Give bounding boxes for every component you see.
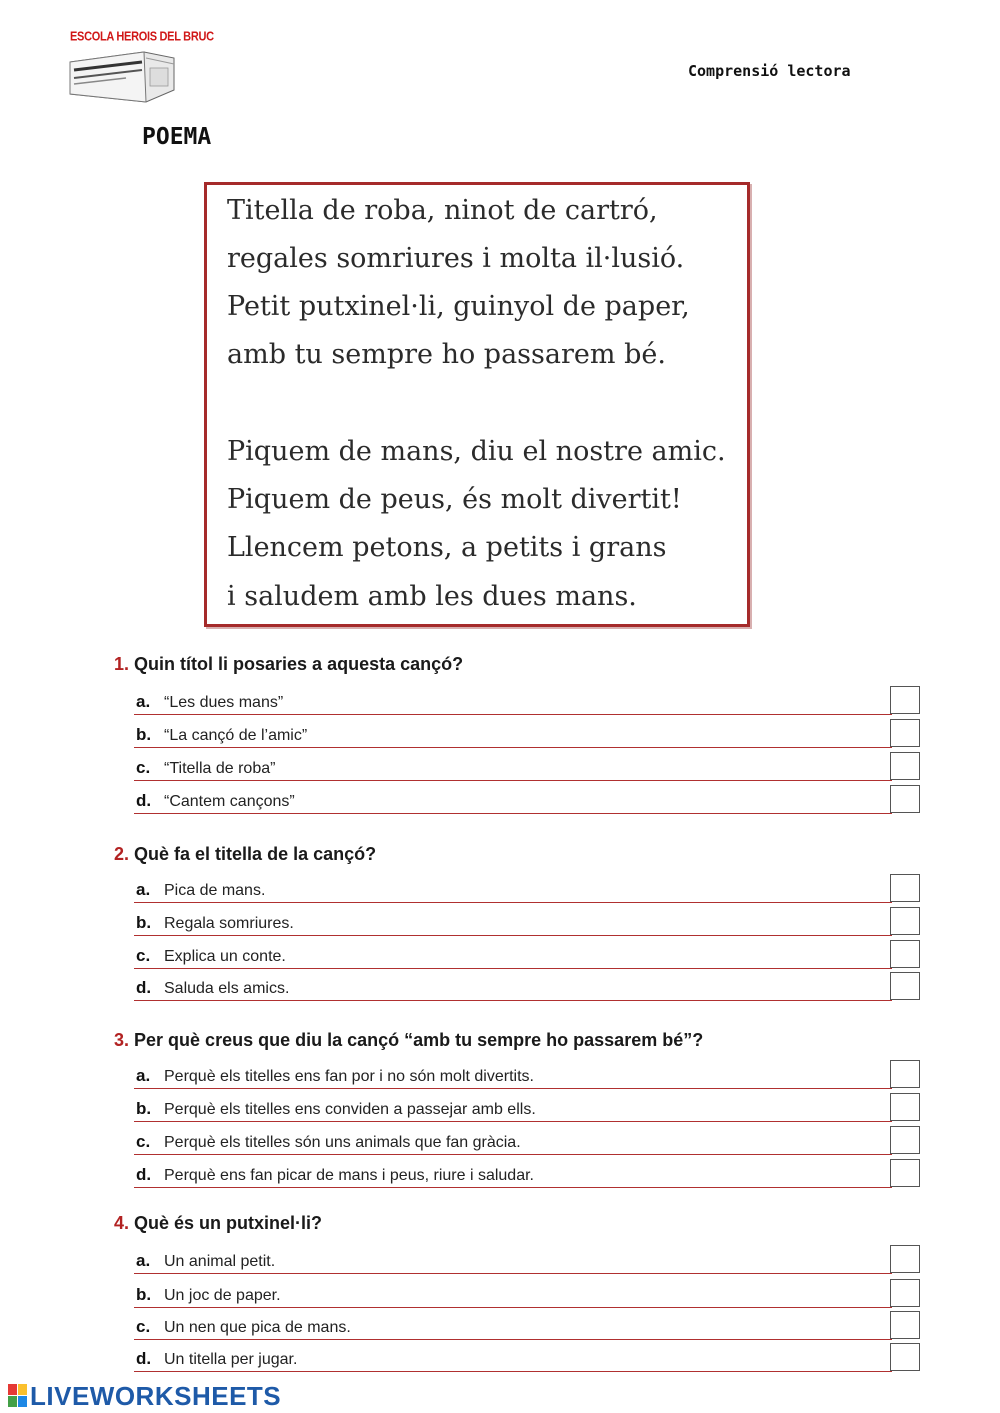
q4-option-a bbox=[134, 1243, 892, 1274]
liveworksheets-logo-icon bbox=[8, 1384, 28, 1408]
q2-option-c bbox=[134, 938, 892, 969]
option-text: Un nen que pica de mans. bbox=[164, 1319, 351, 1336]
question-text: Per què creus que diu la cançó “amb tu sempre ho passarem bé”? bbox=[134, 1030, 704, 1050]
option-letter: d. bbox=[136, 791, 152, 810]
option-text: Saluda els amics. bbox=[164, 980, 290, 997]
q4-checkbox-d[interactable] bbox=[890, 1343, 920, 1371]
option-text: “Les dues mans” bbox=[164, 694, 284, 711]
q1-option-d bbox=[134, 783, 892, 814]
q4-option-b bbox=[134, 1277, 892, 1308]
option-letter: a. bbox=[136, 692, 151, 711]
question-number: 3. bbox=[114, 1030, 130, 1050]
q4-checkbox-c[interactable] bbox=[890, 1311, 920, 1339]
option-letter: d. bbox=[136, 978, 152, 997]
q4-option-d bbox=[134, 1341, 892, 1372]
q2-checkbox-d[interactable] bbox=[890, 972, 920, 1000]
subject-label: Comprensió lectora bbox=[688, 62, 851, 80]
option-text: Regala somriures. bbox=[164, 915, 294, 932]
option-text: Un joc de paper. bbox=[164, 1287, 281, 1304]
poem-line: Piquem de peus, és molt divertit! bbox=[227, 484, 682, 515]
footer-brand-text: LIVEWORKSHEETS bbox=[30, 1380, 282, 1411]
option-text: Perquè ens fan picar de mans i peus, riure i saludar. bbox=[164, 1167, 534, 1184]
q1-option-a bbox=[134, 684, 892, 715]
option-text: Perquè els titelles són uns animals que fan gràcia. bbox=[164, 1134, 521, 1151]
option-text: Explica un conte. bbox=[164, 948, 286, 965]
q3-checkbox-c[interactable] bbox=[890, 1126, 920, 1154]
question-text: Quin títol li posaries a aquesta cançó? bbox=[134, 654, 464, 674]
question-4 bbox=[114, 1213, 322, 1234]
option-letter: d. bbox=[136, 1349, 152, 1368]
option-letter: c. bbox=[136, 1317, 151, 1336]
poem-line: amb tu sempre ho passarem bé. bbox=[227, 339, 666, 370]
option-text: Un titella per jugar. bbox=[164, 1351, 298, 1368]
poem-line: regales somriures i molta il·lusió. bbox=[227, 243, 685, 274]
question-number: 1. bbox=[114, 654, 130, 674]
q1-option-c bbox=[134, 750, 892, 781]
option-letter: b. bbox=[136, 1099, 152, 1118]
option-text: “Titella de roba” bbox=[164, 760, 276, 777]
question-number: 4. bbox=[114, 1213, 130, 1233]
q2-checkbox-b[interactable] bbox=[890, 907, 920, 935]
option-text: Perquè els titelles ens fan por i no són molt divertits. bbox=[164, 1068, 534, 1085]
poem-line: Piquem de mans, diu el nostre amic. bbox=[227, 436, 726, 467]
footer-brand[interactable] bbox=[8, 1382, 281, 1410]
option-letter: a. bbox=[136, 1066, 151, 1085]
option-letter: b. bbox=[136, 913, 152, 932]
q2-option-b bbox=[134, 905, 892, 936]
q2-checkbox-a[interactable] bbox=[890, 874, 920, 902]
q3-option-c bbox=[134, 1124, 892, 1155]
option-letter: d. bbox=[136, 1165, 152, 1184]
school-name: ESCOLA HEROIS DEL BRUC bbox=[70, 30, 214, 44]
q2-option-a bbox=[134, 872, 892, 903]
poem-line: Llencem petons, a petits i grans bbox=[227, 532, 667, 563]
question-number: 2. bbox=[114, 844, 130, 864]
q3-checkbox-b[interactable] bbox=[890, 1093, 920, 1121]
q3-option-a bbox=[134, 1058, 892, 1089]
question-1 bbox=[114, 654, 463, 675]
option-text: “Cantem cançons” bbox=[164, 793, 295, 810]
q1-checkbox-c[interactable] bbox=[890, 752, 920, 780]
q2-checkbox-c[interactable] bbox=[890, 940, 920, 968]
poem-box bbox=[204, 182, 750, 627]
poem-line: Titella de roba, ninot de cartró, bbox=[227, 195, 658, 226]
school-building-icon bbox=[66, 48, 178, 106]
option-letter: c. bbox=[136, 1132, 151, 1151]
option-letter: b. bbox=[136, 725, 152, 744]
option-letter: a. bbox=[136, 1251, 151, 1270]
q1-checkbox-a[interactable] bbox=[890, 686, 920, 714]
option-letter: b. bbox=[136, 1285, 152, 1304]
question-text: Què és un putxinel·li? bbox=[134, 1213, 323, 1233]
q4-option-c bbox=[134, 1309, 892, 1340]
q1-option-b bbox=[134, 717, 892, 748]
q3-option-d bbox=[134, 1157, 892, 1188]
option-text: Pica de mans. bbox=[164, 882, 266, 899]
school-logo bbox=[66, 28, 214, 106]
option-letter: c. bbox=[136, 946, 151, 965]
q3-checkbox-d[interactable] bbox=[890, 1159, 920, 1187]
q1-checkbox-d[interactable] bbox=[890, 785, 920, 813]
question-3 bbox=[114, 1030, 703, 1051]
option-letter: c. bbox=[136, 758, 151, 777]
option-text: Un animal petit. bbox=[164, 1253, 276, 1270]
q3-option-b bbox=[134, 1091, 892, 1122]
option-text: Perquè els titelles ens conviden a passejar amb ells. bbox=[164, 1101, 536, 1118]
option-text: “La cançó de l’amic” bbox=[164, 727, 308, 744]
poem-line: i saludem amb les dues mans. bbox=[227, 581, 637, 612]
question-2 bbox=[114, 844, 376, 865]
option-letter: a. bbox=[136, 880, 151, 899]
page-title: POEMA bbox=[142, 124, 212, 150]
q4-checkbox-b[interactable] bbox=[890, 1279, 920, 1307]
q1-checkbox-b[interactable] bbox=[890, 719, 920, 747]
q3-checkbox-a[interactable] bbox=[890, 1060, 920, 1088]
q4-checkbox-a[interactable] bbox=[890, 1245, 920, 1273]
question-text: Què fa el titella de la cançó? bbox=[134, 844, 377, 864]
q2-option-d bbox=[134, 970, 892, 1001]
poem-line: Petit putxinel·li, guinyol de paper, bbox=[227, 291, 690, 322]
